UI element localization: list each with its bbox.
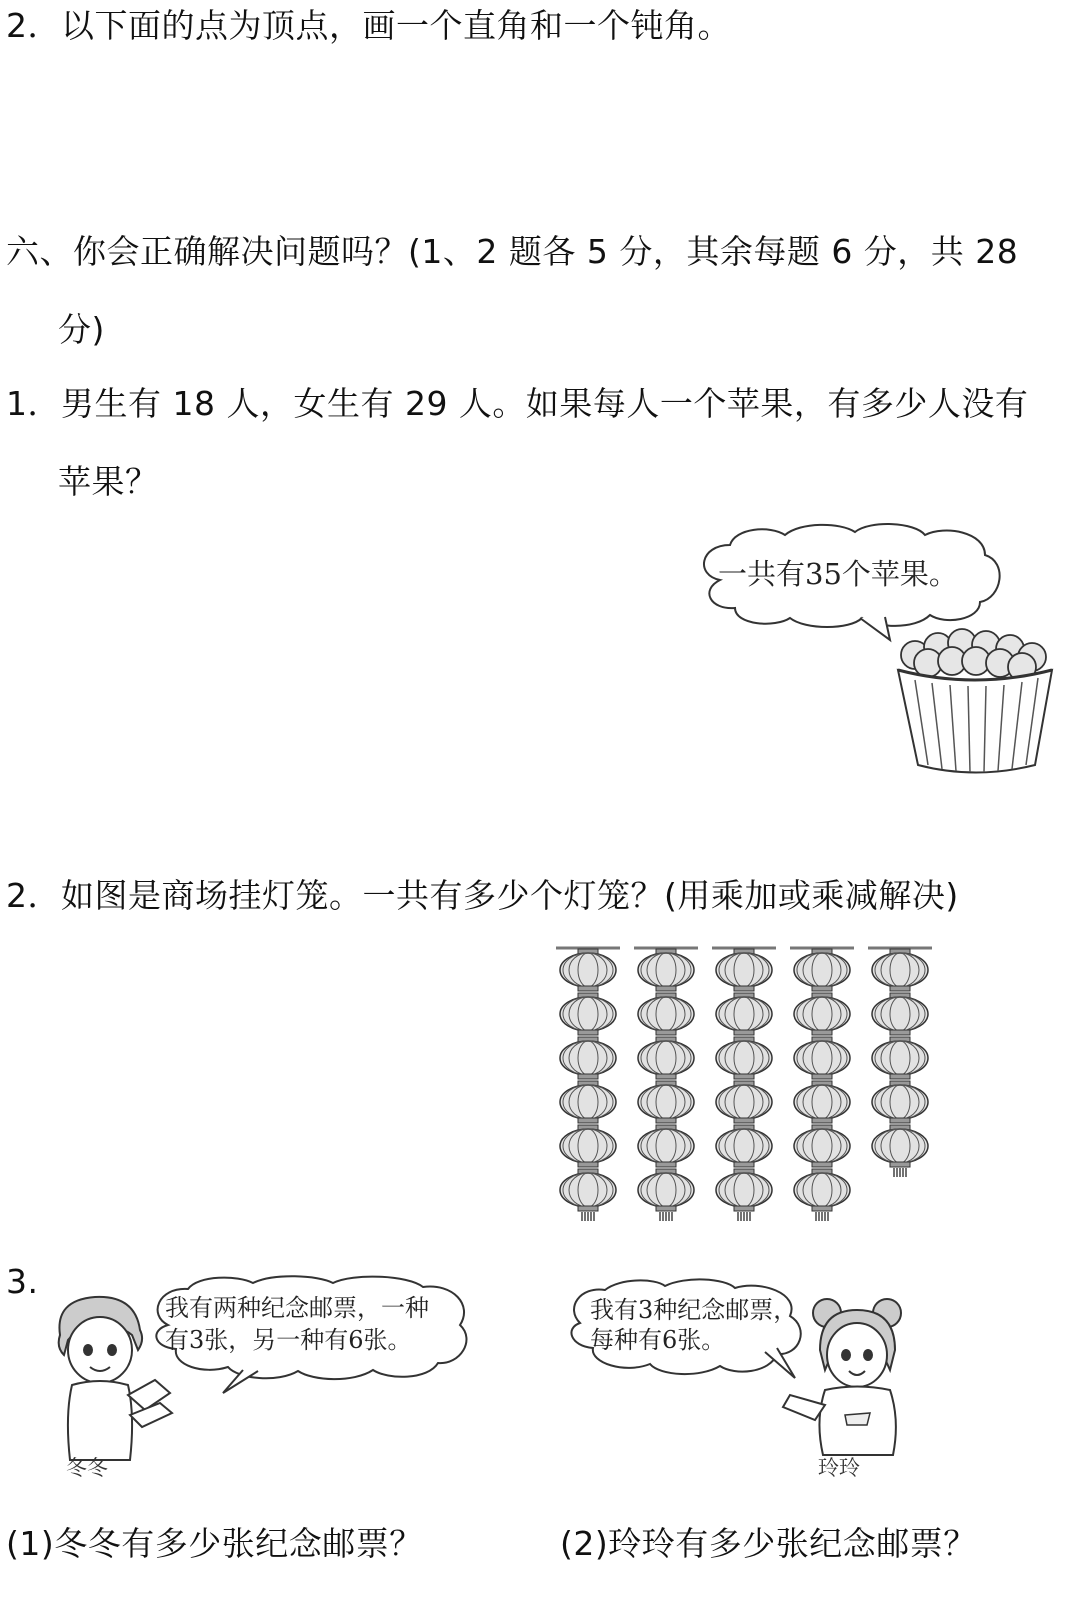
lantern (716, 1081, 772, 1123)
problem-2-text: 2．如图是商场挂灯笼。一共有多少个灯笼？(用乘加或乘减解决) (6, 876, 959, 915)
dongdong-boy-illustration (50, 1295, 180, 1465)
dongdong-bubble-line1: 我有两种纪念邮票，一种 (165, 1294, 429, 1322)
lantern (794, 1169, 850, 1211)
lantern (872, 1081, 928, 1123)
problem-1-text: 1．男生有 18 人，女生有 29 人。如果每人一个苹果，有多少人没有 (6, 384, 1029, 423)
lantern-tassel (816, 1212, 828, 1221)
lantern (560, 1081, 616, 1123)
lantern (794, 1037, 850, 1079)
problem-3-number: 3. (6, 1262, 39, 1301)
lantern (560, 993, 616, 1035)
lantern (872, 993, 928, 1035)
lantern-tassel (894, 1168, 906, 1177)
lantern (638, 1037, 694, 1079)
lantern (560, 949, 616, 991)
lantern (638, 993, 694, 1035)
section-6-title-cont: 分) (58, 310, 105, 349)
lantern (872, 949, 928, 991)
lantern (794, 993, 850, 1035)
question-2-draw-angles: 2．以下面的点为顶点，画一个直角和一个钝角。 (6, 6, 731, 45)
lingling-bubble-line2: 每种有6张。 (590, 1326, 726, 1354)
lantern (716, 1169, 772, 1211)
apple-basket-illustration (890, 615, 1060, 785)
lantern (794, 1125, 850, 1167)
problem-3-sub-question-2: (2)玲玲有多少张纪念邮票？ (560, 1524, 977, 1563)
section-6-title: 六、你会正确解决问题吗？(1、2 题各 5 分，其余每题 6 分，共 28 (6, 232, 1019, 271)
lantern (560, 1169, 616, 1211)
problem-1-text-cont: 苹果？ (58, 462, 159, 501)
apple-bubble-text: 一共有35个苹果。 (718, 557, 958, 591)
lantern-tassel (660, 1212, 672, 1221)
lantern-tassel (582, 1212, 594, 1221)
lantern (794, 949, 850, 991)
lantern-tassel (738, 1212, 750, 1221)
dongdong-bubble-line2: 有3张，另一种有6张。 (165, 1326, 412, 1354)
lantern (638, 1125, 694, 1167)
lantern (872, 1037, 928, 1079)
lantern (638, 1081, 694, 1123)
problem-3-sub-question-1: (1)冬冬有多少张纪念邮票？ (6, 1524, 423, 1563)
lantern (716, 993, 772, 1035)
lantern (560, 1125, 616, 1167)
lantern (638, 1169, 694, 1211)
lantern (716, 1125, 772, 1167)
lantern (794, 1081, 850, 1123)
lantern (872, 1125, 928, 1167)
lingling-girl-illustration (775, 1295, 915, 1460)
lingling-name-label: 玲玲 (818, 1456, 860, 1480)
lantern (638, 949, 694, 991)
lantern (560, 1037, 616, 1079)
dongdong-name-label: 冬冬 (66, 1456, 108, 1480)
lingling-bubble-line1: 我有3种纪念邮票， (590, 1296, 798, 1324)
lantern-illustration (550, 940, 940, 1230)
lantern (716, 1037, 772, 1079)
lantern (716, 949, 772, 991)
